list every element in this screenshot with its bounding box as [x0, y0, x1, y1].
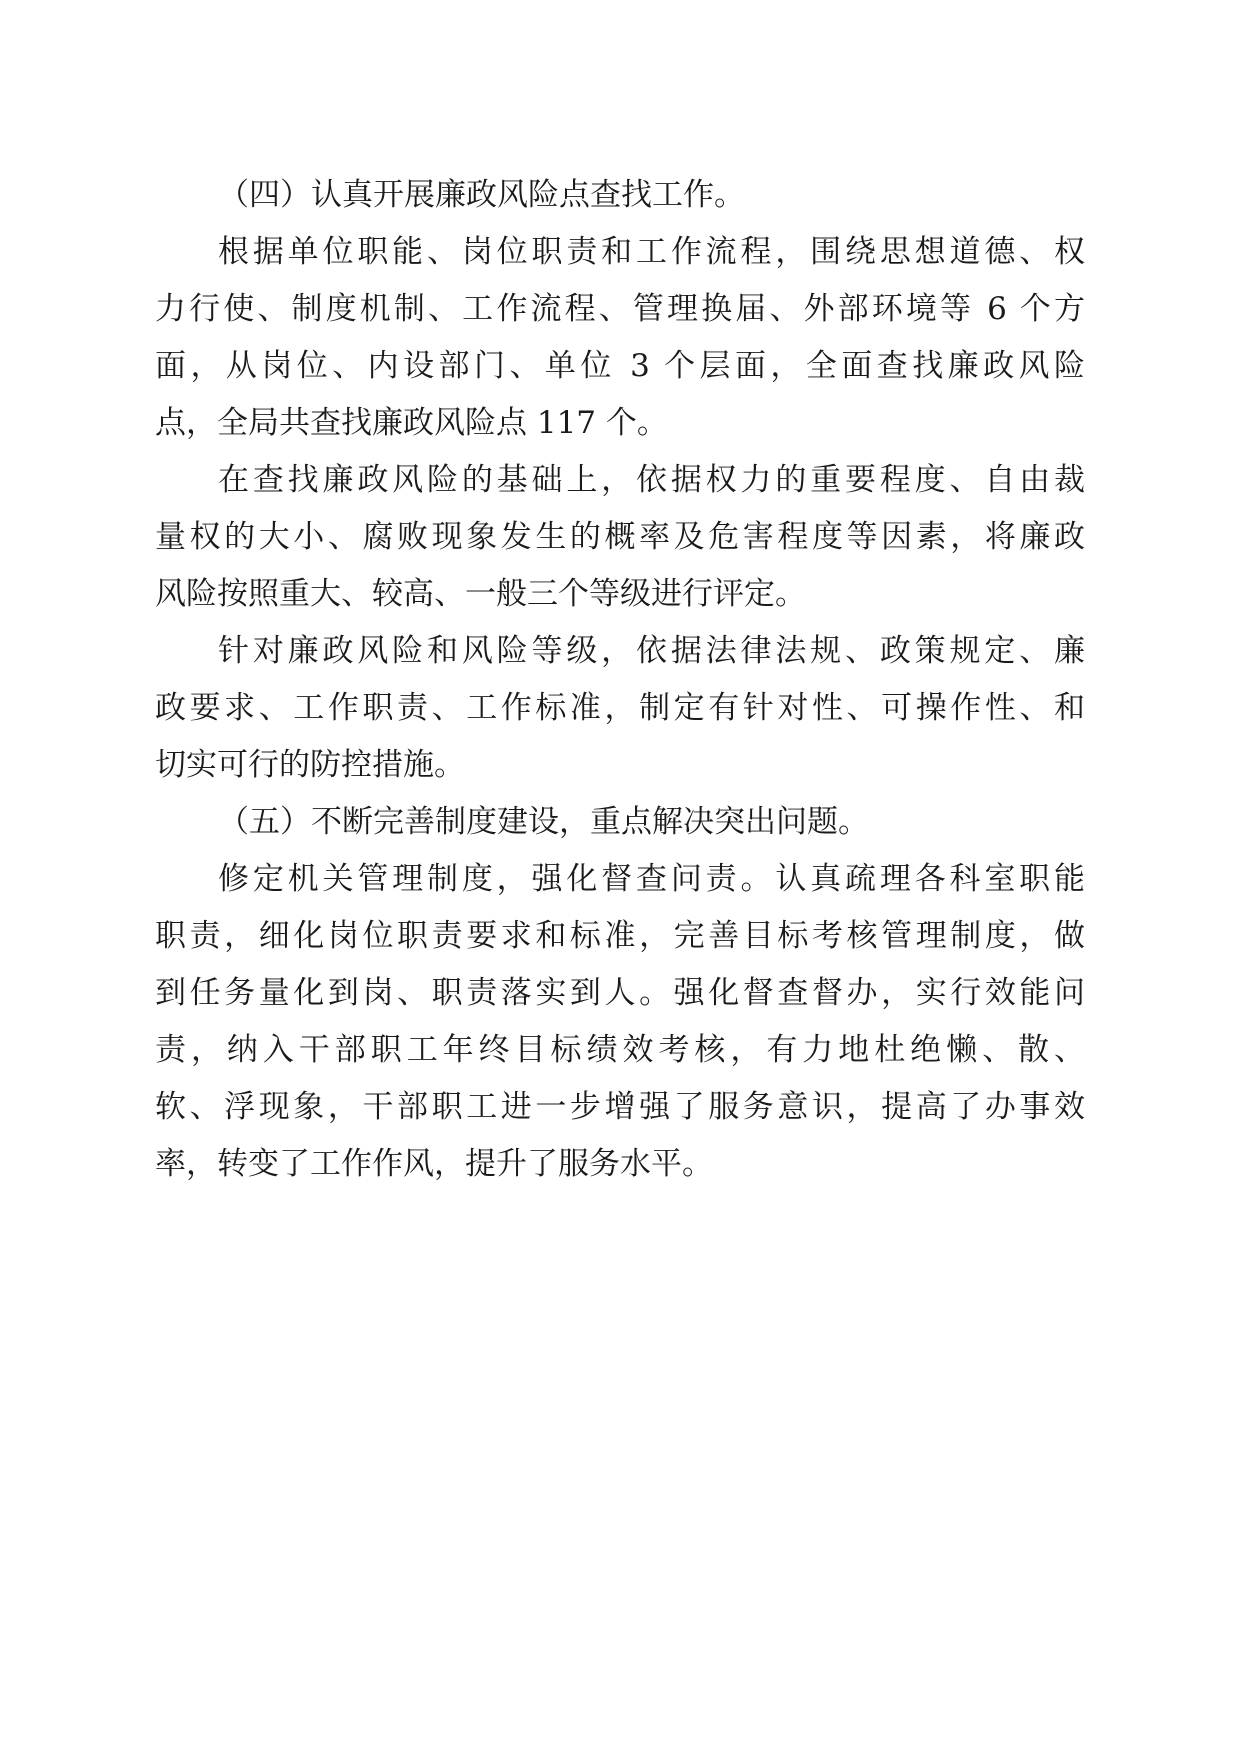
- paragraph-line: 量权的大小、腐败现象发生的概率及危害程度等因素，将廉政: [155, 519, 1085, 555]
- paragraph-line: 针对廉政风险和风险等级，依据法律法规、政策规定、廉: [218, 633, 1085, 669]
- paragraph-line: 根据单位职能、岗位职责和工作流程，围绕思想道德、权: [218, 234, 1085, 270]
- paragraph-line: 责，纳入干部职工年终目标绩效考核，有力地杜绝懒、散、: [155, 1032, 1085, 1068]
- section-heading-five: （五）不断完善制度建设，重点解决突出问题。: [218, 804, 869, 840]
- paragraph-line: 修定机关管理制度，强化督查问责。认真疏理各科室职能: [218, 861, 1085, 897]
- paragraph-line: 在查找廉政风险的基础上，依据权力的重要程度、自由裁: [218, 462, 1085, 498]
- paragraph-line: 职责，细化岗位职责要求和标准，完善目标考核管理制度，做: [155, 918, 1085, 954]
- paragraph-line: 面，从岗位、内设部门、单位 3 个层面，全面查找廉政风险: [155, 348, 1085, 384]
- paragraph-line: 政要求、工作职责、工作标准，制定有针对性、可操作性、和: [155, 690, 1085, 726]
- paragraph-line: 到任务量化到岗、职责落实到人。强化督查督办，实行效能问: [155, 975, 1085, 1011]
- paragraph-line: 风险按照重大、较高、一般三个等级进行评定。: [155, 576, 806, 612]
- paragraph-line: 力行使、制度机制、工作流程、管理换届、外部环境等 6 个方: [155, 291, 1085, 327]
- section-heading-four: （四）认真开展廉政风险点查找工作。: [218, 177, 745, 213]
- paragraph-line: 切实可行的防控措施。: [155, 747, 465, 783]
- paragraph-line: 点，全局共查找廉政风险点 117 个。: [155, 405, 668, 441]
- paragraph-line: 率，转变了工作作风，提升了服务水平。: [155, 1146, 713, 1182]
- paragraph-line: 软、浮现象，干部职工进一步增强了服务意识，提高了办事效: [155, 1089, 1085, 1125]
